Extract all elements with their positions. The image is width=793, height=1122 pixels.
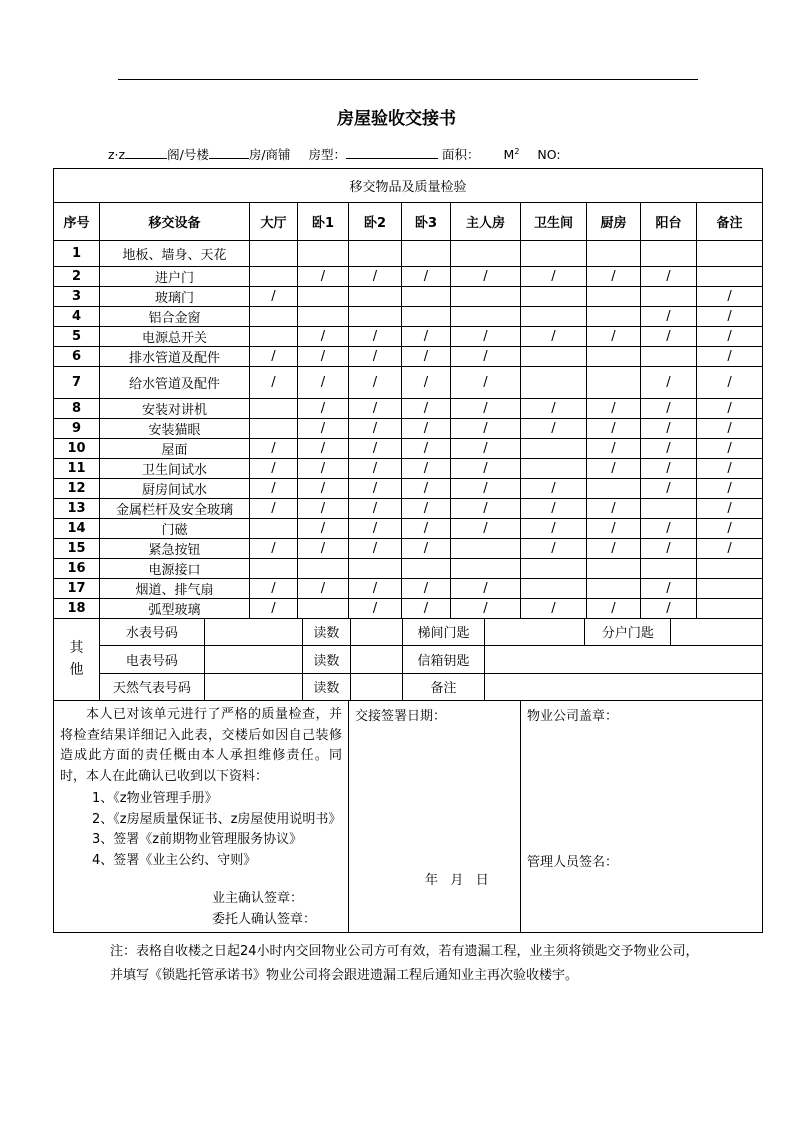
misc-row [100,619,762,645]
property-seal-label: 物业公司盖章： [527,709,619,724]
statement-item: 3、签署《z前期物业管理服务协议》 [92,832,303,847]
table-row [54,367,763,399]
room-blank[interactable] [209,146,249,159]
check-cell[interactable]: / [697,287,763,307]
check-cell[interactable] [521,347,587,367]
check-cell[interactable] [250,267,298,287]
check-cell[interactable]: / [402,499,451,519]
check-cell[interactable]: / [521,539,587,559]
check-cell[interactable]: / [697,539,763,559]
column-header: 大厅 [250,203,298,241]
misc-grid-cell [100,619,763,701]
table-row [54,241,763,267]
check-cell[interactable] [697,559,763,579]
remark-label: 备注 [402,673,484,700]
statement-item: 1、《z物业管理手册》 [92,791,218,806]
stair-key-value[interactable] [485,619,585,645]
check-cell[interactable]: / [451,439,521,459]
row-number: 8 [54,399,100,419]
check-cell[interactable]: / [641,419,697,439]
table-row [54,519,763,539]
check-cell[interactable]: / [641,439,697,459]
row-item: 玻璃门 [100,287,250,307]
check-cell[interactable] [587,307,641,327]
row-number: 14 [54,519,100,539]
check-cell[interactable]: / [587,499,641,519]
check-cell[interactable]: / [402,459,451,479]
table-row [54,599,763,619]
check-cell[interactable]: / [402,347,451,367]
reading-value[interactable] [350,619,402,645]
check-cell[interactable] [587,287,641,307]
check-cell[interactable]: / [402,399,451,419]
check-cell[interactable]: / [349,347,402,367]
row-number: 7 [54,367,100,399]
check-cell[interactable]: / [521,399,587,419]
check-cell[interactable]: / [250,367,298,399]
check-cell[interactable]: / [451,459,521,479]
check-cell[interactable] [250,307,298,327]
water-meter-label: 水表号码 [100,619,204,645]
check-cell[interactable]: / [521,479,587,499]
check-cell[interactable]: / [451,267,521,287]
check-cell[interactable]: / [349,327,402,347]
check-cell[interactable]: / [298,347,349,367]
inspection-table [53,168,763,933]
table-row [54,347,763,367]
check-cell[interactable] [298,559,349,579]
table-row [54,307,763,327]
handover-cell [349,701,521,933]
statement-paragraph: 本人已对该单元进行了严格的质量检查，并将检查结果详细记入此表，交楼后如因自己装修造成此方面的责任概由本人承担维修责任。同时，本人在此确认已收到以下资料： [60,707,342,784]
reading-label: 读数 [302,619,350,645]
check-cell[interactable] [250,559,298,579]
statement-item: 2、《z房屋质量保证书、z房屋使用说明书》 [92,811,342,827]
check-cell[interactable]: / [641,479,697,499]
row-number: 16 [54,559,100,579]
check-cell[interactable]: / [587,399,641,419]
check-cell[interactable]: / [697,327,763,347]
check-cell[interactable] [349,307,402,327]
check-cell[interactable]: / [641,539,697,559]
check-cell[interactable] [298,241,349,267]
check-cell[interactable]: / [298,459,349,479]
row-number: 10 [54,439,100,459]
check-cell[interactable] [641,499,697,519]
check-cell[interactable] [521,439,587,459]
check-cell[interactable]: / [349,399,402,419]
check-cell[interactable] [587,479,641,499]
row-item: 铝合金窗 [100,307,250,327]
check-cell[interactable]: / [250,459,298,479]
mailbox-key-value[interactable] [485,645,763,673]
page-title: 房屋验收交接书 [337,109,456,129]
gas-meter-label: 天然气表号码 [100,673,204,700]
row-item: 门磁 [100,519,250,539]
check-cell[interactable]: / [697,519,763,539]
check-cell[interactable]: / [641,307,697,327]
proxy-sign-label: 委托人确认签章： [212,911,317,927]
misc-label-text: 其他 [69,640,84,678]
building-label: 阁/号楼 [167,147,209,162]
check-cell[interactable] [641,559,697,579]
column-header: 卫生间 [521,203,587,241]
table-row [54,459,763,479]
check-cell[interactable] [451,241,521,267]
check-cell[interactable]: / [402,439,451,459]
check-cell[interactable] [349,287,402,307]
electric-meter-value[interactable] [204,645,302,673]
check-cell[interactable] [697,267,763,287]
manager-sign-label: 管理人员签名： [527,855,619,870]
check-cell[interactable] [402,287,451,307]
check-cell[interactable] [349,241,402,267]
check-cell[interactable] [250,419,298,439]
misc-section [54,619,763,701]
table-row [54,439,763,459]
area-unit-sup: 2 [514,146,520,156]
column-header: 序号 [54,203,100,241]
check-cell[interactable]: / [298,267,349,287]
column-header: 卧3 [402,203,451,241]
check-cell[interactable]: / [402,367,451,399]
misc-row [100,673,762,700]
check-cell[interactable]: / [402,519,451,539]
check-cell[interactable]: / [587,519,641,539]
row-item: 电源接口 [100,559,250,579]
check-cell[interactable]: / [298,479,349,499]
check-cell[interactable]: / [521,327,587,347]
row-item: 进户门 [100,267,250,287]
row-number: 15 [54,539,100,559]
remark-value[interactable] [485,673,763,700]
check-cell[interactable]: / [641,327,697,347]
check-cell[interactable] [697,579,763,599]
check-cell[interactable]: / [349,539,402,559]
row-number: 17 [54,579,100,599]
check-cell[interactable]: / [250,599,298,619]
check-cell[interactable] [521,367,587,399]
check-cell[interactable]: / [451,479,521,499]
check-cell[interactable]: / [451,499,521,519]
misc-label [54,619,100,701]
row-number: 4 [54,307,100,327]
row-number: 1 [54,241,100,267]
check-cell[interactable]: / [298,399,349,419]
table-row [54,559,763,579]
check-cell[interactable]: / [349,439,402,459]
check-cell[interactable] [402,307,451,327]
check-cell[interactable]: / [641,459,697,479]
check-cell[interactable]: / [697,459,763,479]
check-cell[interactable] [451,539,521,559]
check-cell[interactable]: / [587,419,641,439]
check-cell[interactable]: / [641,519,697,539]
column-header: 阳台 [641,203,697,241]
check-cell[interactable]: / [587,439,641,459]
check-cell[interactable] [451,287,521,307]
check-cell[interactable] [298,287,349,307]
check-cell[interactable]: / [451,327,521,347]
check-cell[interactable]: / [298,539,349,559]
check-cell[interactable]: / [250,499,298,519]
check-cell[interactable]: / [402,579,451,599]
table-row [54,479,763,499]
row-number: 3 [54,287,100,307]
row-item: 金属栏杆及安全玻璃 [100,499,250,519]
column-header: 主人房 [451,203,521,241]
column-header: 移交设备 [100,203,250,241]
check-cell[interactable] [697,599,763,619]
row-item: 排水管道及配件 [100,347,250,367]
check-cell[interactable]: / [697,367,763,399]
stair-key-label: 梯间门匙 [402,619,484,645]
check-cell[interactable] [298,599,349,619]
column-header: 备注 [697,203,763,241]
check-cell[interactable]: / [349,499,402,519]
unit-key-value[interactable] [671,619,762,645]
check-cell[interactable]: / [641,599,697,619]
check-cell[interactable]: / [349,599,402,619]
row-item: 紧急按钮 [100,539,250,559]
row-item: 烟道、排气扇 [100,579,250,599]
check-cell[interactable]: / [298,499,349,519]
check-cell[interactable] [587,241,641,267]
statement-item: 4、签署《业主公约、守则》 [92,852,257,868]
check-cell[interactable]: / [250,439,298,459]
statement-cell [54,701,349,933]
table-row [54,539,763,559]
type-label: 房型： [308,147,347,162]
check-cell[interactable] [587,559,641,579]
check-cell[interactable]: / [641,367,697,399]
check-cell[interactable]: / [298,327,349,347]
check-cell[interactable]: / [587,599,641,619]
property-cell [521,701,763,933]
column-header: 卧2 [349,203,402,241]
check-cell[interactable]: / [349,519,402,539]
check-cell[interactable] [521,241,587,267]
misc-row [100,645,762,673]
check-cell[interactable] [697,241,763,267]
check-cell[interactable]: / [521,419,587,439]
check-cell[interactable] [521,287,587,307]
check-cell[interactable]: / [587,267,641,287]
row-number: 18 [54,599,100,619]
building-blank[interactable] [125,146,167,159]
check-cell[interactable]: / [349,419,402,439]
row-number: 6 [54,347,100,367]
check-cell[interactable] [587,579,641,599]
row-item: 安装对讲机 [100,399,250,419]
column-header: 卧1 [298,203,349,241]
info-line [108,145,561,163]
check-cell[interactable]: / [697,479,763,499]
check-cell[interactable] [451,307,521,327]
check-cell[interactable]: / [402,419,451,439]
room-label: 房/商铺 [248,147,291,162]
check-cell[interactable]: / [697,399,763,419]
unit-key-label: 分户门匙 [585,619,671,645]
info-prefix: z·z [108,147,126,162]
check-cell[interactable]: / [250,539,298,559]
table-row [54,399,763,419]
check-cell[interactable]: / [521,519,587,539]
row-number: 5 [54,327,100,347]
row-item: 弧型玻璃 [100,599,250,619]
check-cell[interactable]: / [349,579,402,599]
check-cell[interactable]: / [587,539,641,559]
row-number: 12 [54,479,100,499]
row-item: 屋面 [100,439,250,459]
row-number: 2 [54,267,100,287]
check-cell[interactable]: / [298,519,349,539]
footnote: 注：表格自收楼之日起24小时内交回物业公司方可有效，若有遗漏工程，业主须将锁匙交予物业公司，并填写《锁匙托管承诺书》物业公司将会跟进遗漏工程后通知业主再次验收楼宇。 [110,944,699,983]
check-cell[interactable] [641,241,697,267]
check-cell[interactable]: / [587,459,641,479]
check-cell[interactable]: / [641,399,697,419]
row-number: 11 [54,459,100,479]
check-cell[interactable]: / [250,479,298,499]
no-label: NO: [537,147,561,162]
check-cell[interactable]: / [697,419,763,439]
check-cell[interactable]: / [451,579,521,599]
table-row [54,267,763,287]
check-cell[interactable]: / [451,419,521,439]
check-cell[interactable] [587,367,641,399]
check-cell[interactable]: / [250,287,298,307]
check-cell[interactable]: / [402,267,451,287]
check-cell[interactable]: / [451,599,521,619]
check-cell[interactable] [641,287,697,307]
check-cell[interactable] [641,347,697,367]
check-cell[interactable]: / [697,307,763,327]
table-row [54,287,763,307]
check-cell[interactable]: / [250,579,298,599]
check-cell[interactable]: / [521,267,587,287]
check-cell[interactable]: / [298,367,349,399]
check-cell[interactable]: / [402,327,451,347]
check-cell[interactable]: / [349,267,402,287]
row-item: 卫生间试水 [100,459,250,479]
check-cell[interactable] [521,307,587,327]
mailbox-key-label: 信箱钥匙 [402,645,484,673]
check-cell[interactable]: / [451,399,521,419]
table-row [54,499,763,519]
check-cell[interactable]: / [521,499,587,519]
row-item: 电源总开关 [100,327,250,347]
check-cell[interactable] [298,307,349,327]
check-cell[interactable]: / [298,439,349,459]
reading-label: 读数 [302,645,350,673]
check-cell[interactable]: / [451,367,521,399]
check-cell[interactable]: / [349,459,402,479]
check-cell[interactable] [521,579,587,599]
check-cell[interactable]: / [349,479,402,499]
check-cell[interactable]: / [451,519,521,539]
check-cell[interactable]: / [587,327,641,347]
check-cell[interactable]: / [298,579,349,599]
check-cell[interactable] [402,559,451,579]
check-cell[interactable]: / [641,267,697,287]
check-cell[interactable]: / [402,539,451,559]
table-row [54,579,763,599]
check-cell[interactable] [521,459,587,479]
check-cell[interactable]: / [697,499,763,519]
area-label: 面积： [442,147,480,162]
check-cell[interactable] [402,241,451,267]
section-title: 移交物品及质量检验 [54,169,763,203]
owner-sign-label: 业主确认签章： [212,891,304,906]
check-cell[interactable]: / [402,599,451,619]
row-number: 13 [54,499,100,519]
handover-label: 交接签署日期： [355,709,447,724]
row-item: 安装猫眼 [100,419,250,439]
check-cell[interactable] [250,399,298,419]
check-cell[interactable] [587,347,641,367]
check-cell[interactable] [349,559,402,579]
check-cell[interactable]: / [641,579,697,599]
table-row [54,327,763,347]
check-cell[interactable] [250,241,298,267]
type-blank[interactable] [346,146,438,159]
row-item: 给水管道及配件 [100,367,250,399]
signature-section [54,701,763,933]
check-cell[interactable] [451,559,521,579]
check-cell[interactable] [250,327,298,347]
check-cell[interactable]: / [521,599,587,619]
area-unit: M [503,147,515,162]
reading-value[interactable] [350,673,402,700]
check-cell[interactable]: / [349,367,402,399]
electric-meter-label: 电表号码 [100,645,204,673]
check-cell[interactable]: / [697,347,763,367]
row-number: 9 [54,419,100,439]
row-item: 地板、墙身、天花 [100,241,250,267]
top-rule [118,79,698,80]
misc-grid [100,619,762,700]
water-meter-value[interactable] [204,619,302,645]
check-cell[interactable]: / [402,479,451,499]
handover-date: 年 月 日 [425,873,489,888]
reading-value[interactable] [350,645,402,673]
column-header: 厨房 [587,203,641,241]
reading-label: 读数 [302,673,350,700]
table-row [54,419,763,439]
row-item: 厨房间试水 [100,479,250,499]
check-cell[interactable] [521,559,587,579]
gas-meter-value[interactable] [204,673,302,700]
check-cell[interactable] [250,519,298,539]
check-cell[interactable]: / [298,419,349,439]
check-cell[interactable]: / [451,347,521,367]
check-cell[interactable]: / [250,347,298,367]
check-cell[interactable]: / [697,439,763,459]
